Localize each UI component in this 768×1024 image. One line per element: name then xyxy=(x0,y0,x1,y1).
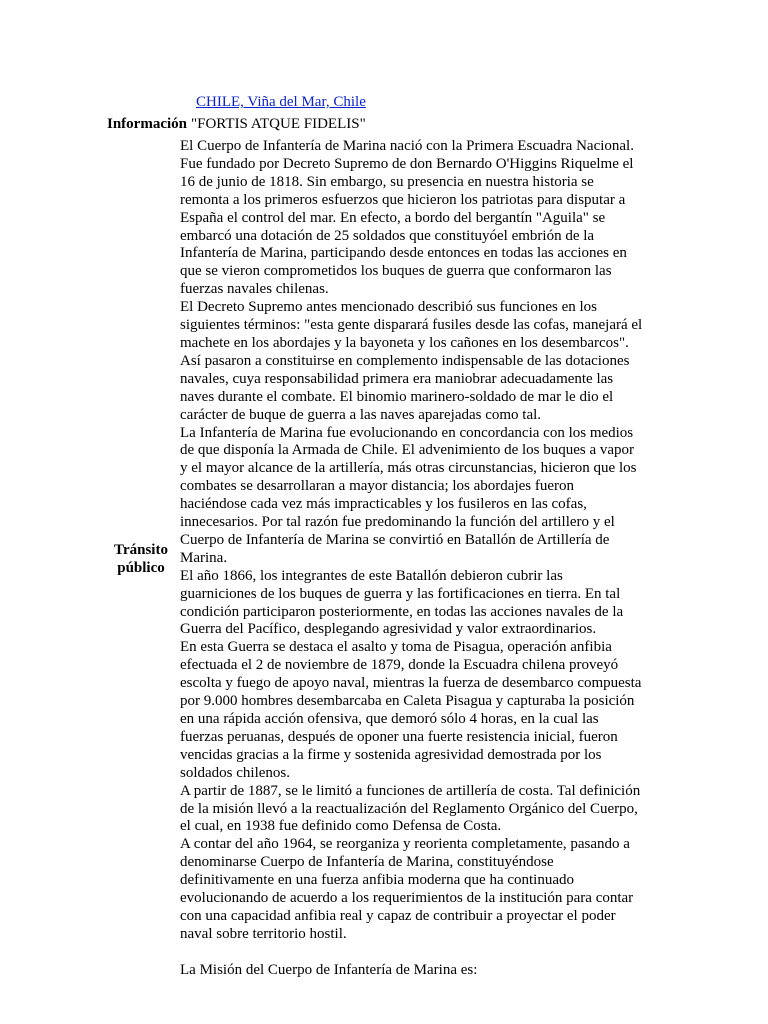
body-line: innecesarios. Por tal razón fue predominando la función del artillero y el xyxy=(180,514,615,531)
body-line: carácter de buque de guerra a las naves aparejadas como tal. xyxy=(180,406,542,423)
body-line: vencidas gracias a la firme y sostenida agresividad demostrada por los xyxy=(180,746,602,763)
body-line: de que disponía la Armada de Chile. El advenimiento de los buques a vapor xyxy=(180,442,635,459)
body-line: siguientes términos: "esta gente disparará fusiles desde las cofas, manejará el xyxy=(180,317,643,334)
body-line: España el control del mar. En efecto, a bordo del bergantín "Aguila" se xyxy=(180,209,606,226)
body-line: con una capacidad anfibia real y capaz de contribuir a proyectar el poder xyxy=(180,907,616,924)
body-line: el cual, en 1938 fue definido como Defensa de Costa. xyxy=(180,818,502,835)
body-line: En esta Guerra se destaca el asalto y toma de Pisagua, operación anfibia xyxy=(180,639,612,656)
body-line: machete en los abordajes y la bayoneta y los cañones en los desembarcos". xyxy=(180,334,629,351)
body-line: embarcó una dotación de 25 soldados que constituyóel embrión de la xyxy=(180,227,595,244)
info-row xyxy=(107,116,366,134)
body-line: Infantería de Marina, participando desde entonces en todas las acciones en xyxy=(180,245,627,262)
body-line: Guerra del Pacífico, desplegando agresividad y valor extraordinarios. xyxy=(180,621,597,638)
body-line: guarniciones de los buques de guerra y las fortificaciones en tierra. En tal xyxy=(180,585,621,602)
body-line: soldados chilenos. xyxy=(180,764,290,781)
body-line: por 9.000 hombres desembarcaba en Caleta Pisagua y capturaba la posición xyxy=(180,693,635,710)
body-line: fuerzas navales chilenas. xyxy=(180,281,329,298)
body-line: Así pasaron a constituirse en complemento indispensable de las dotaciones xyxy=(180,352,630,369)
body-line: La Infantería de Marina fue evolucionando en concordancia con los medios xyxy=(180,424,634,441)
body-line: Cuerpo de Infantería de Marina se convirtió en Batallón de Artillería de xyxy=(180,531,610,548)
mission-heading-line: La Misión del Cuerpo de Infantería de Marina es: xyxy=(180,961,478,978)
body-line: de la misión llevó a la reactualización del Reglamento Orgánico del Cuerpo, xyxy=(180,800,638,817)
body-line: A partir de 1887, se le limitó a funciones de artillería de costa. Tal definición xyxy=(180,782,641,799)
body-line: condición participaron posteriormente, en todas las acciones navales de la xyxy=(180,603,624,620)
body-line: denominarse Cuerpo de Infantería de Marina, constituyéndose xyxy=(180,854,554,871)
body-line: combates se desarrollaran a mayor distancia; los abordajes fueron xyxy=(180,478,575,495)
body-line: evolucionando de acuerdo a los requerimientos de la institución para contar xyxy=(180,890,634,907)
body-line: El Decreto Supremo antes mencionado describió sus funciones en los xyxy=(180,299,597,316)
body-line: que se vieron comprometidos los buques de guerra que conformaron las xyxy=(180,263,612,280)
body-text xyxy=(180,138,670,980)
body-line: fuerzas peruanas, después de oponer una fuerte resistencia inicial, fueron xyxy=(180,728,618,745)
transit-label xyxy=(108,541,174,577)
body-line: Fue fundado por Decreto Supremo de don Bernardo O'Higgins Riquelme el xyxy=(180,155,634,172)
body-line: en una rápida acción ofensiva, que demoró sólo 4 horas, en la cual las xyxy=(180,711,599,727)
body-line: navales, cuya responsabilidad primera era maniobrar adecuadamente las xyxy=(180,370,614,387)
body-line: A contar del año 1964, se reorganiza y reorienta completamente, pasando a xyxy=(180,836,630,853)
body-line: remonta a los primeros esfuerzos que hicieron los patriotas para disputar a xyxy=(180,191,626,208)
transit-label-line-1: Tránsito xyxy=(114,542,168,558)
body-line: definitivamente en una fuerza anfibia moderna que ha continuado xyxy=(180,872,574,889)
body-line: efectuada el 2 de noviembre de 1879, donde la Escuadra chilena proveyó xyxy=(180,657,619,674)
location-link[interactable]: CHILE, Viña del Mar, Chile xyxy=(196,94,366,110)
paragraph-gap xyxy=(180,944,670,962)
motto-text: "FORTIS ATQUE FIDELIS" xyxy=(191,116,366,132)
info-label: Información xyxy=(107,116,187,132)
body-line: haciéndose cada vez más impracticables y los fusileros en las cofas, xyxy=(180,496,587,513)
body-line: escolta y fuego de apoyo naval, mientras la fuerza de desembarco compuesta xyxy=(180,675,642,692)
body-line: Marina. xyxy=(180,549,228,566)
body-line: El Cuerpo de Infantería de Marina nació con la Primera Escuadra Nacional. xyxy=(180,138,634,154)
body-line: y el mayor alcance de la artillería, más otras circunstancias, hicieron que los xyxy=(180,460,637,477)
transit-label-line-2: público xyxy=(117,560,165,576)
body-line: 16 de junio de 1818. Sin embargo, su presencia en nuestra historia se xyxy=(180,173,594,190)
body-line: El año 1866, los integrantes de este Batallón debieron cubrir las xyxy=(180,567,563,584)
body-line: naval sobre territorio hostil. xyxy=(180,925,347,942)
body-line: naves durante el combate. El binomio marinero-soldado de mar le dio el xyxy=(180,388,614,405)
